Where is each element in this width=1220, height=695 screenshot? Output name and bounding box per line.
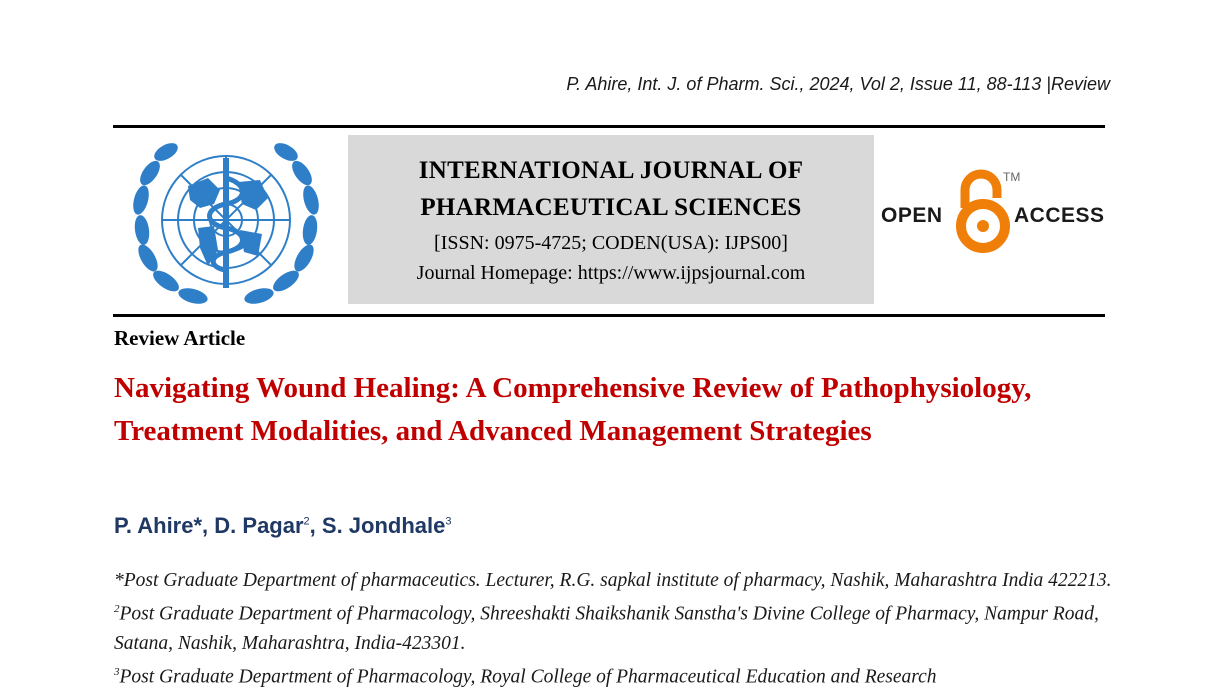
- author-name: S. Jondhale: [321, 513, 446, 538]
- journal-homepage: Journal Homepage: https://www.ijpsjournal.com: [416, 262, 806, 284]
- affiliation-text: Post Graduate Department of Pharmacology, Royal College of Pharmaceutical Education and Research: [119, 666, 937, 687]
- affiliation-mark: 3: [114, 665, 120, 678]
- affiliation-list: [114, 566, 1114, 691]
- journal-name-line2: PHARMACEUTICAL SCIENCES: [420, 194, 802, 221]
- open-access-access-text: ACCESS: [1014, 204, 1105, 227]
- journal-name-line1: INTERNATIONAL JOURNAL OF: [418, 157, 804, 184]
- affiliation-mark: 2: [114, 603, 120, 615]
- affiliation-text: Post Graduate Department of Pharmacology, Shreeshakti Shaikshanik Sanstha's Divine College of Pharmacy, Nampur Road, Satana, Nashik, Maharashtra, India-423301.: [114, 603, 1099, 654]
- affiliation-text: *Post Graduate Department of pharmaceutics. Lecturer, R.G. sapkal institute of pharmacy, Nashik, Maharashtra India 422213.: [114, 570, 1112, 591]
- article-type: Review Article: [114, 326, 246, 350]
- author-name: D. Pagar: [214, 513, 304, 538]
- author-mark: *: [193, 513, 203, 538]
- affiliation: [114, 595, 1114, 658]
- open-access-tm: TM: [1003, 170, 1021, 184]
- journal-emblem-icon: [128, 138, 324, 306]
- open-access-open-text: OPEN: [881, 204, 943, 227]
- author-list: P. Ahire*, D. Pagar$^2$, S. Jondhale$^3$: [114, 513, 452, 538]
- open-access-logo: [880, 168, 1110, 253]
- author-name: P. Ahire: [114, 513, 194, 538]
- article-title: Navigating Wound Healing: A Comprehensive Review of Pathophysiology, Treatment Modalities, and Advanced Management Strategies: [114, 372, 1032, 447]
- running-head: P. Ahire, Int. J. of Pharm. Sci., 2024, Vol 2, Issue 11, 88-113 |Review: [566, 74, 1110, 94]
- author-mark: 3: [445, 515, 452, 528]
- header-top-rule: [113, 125, 1105, 128]
- journal-masthead: [348, 135, 874, 304]
- affiliation: [114, 658, 1114, 692]
- affiliation: [114, 566, 1114, 595]
- author-mark: 2: [303, 515, 310, 528]
- journal-issn: [ISSN: 0975-4725; CODEN(USA): IJPS00]: [434, 232, 788, 254]
- header-bottom-rule: [113, 314, 1105, 317]
